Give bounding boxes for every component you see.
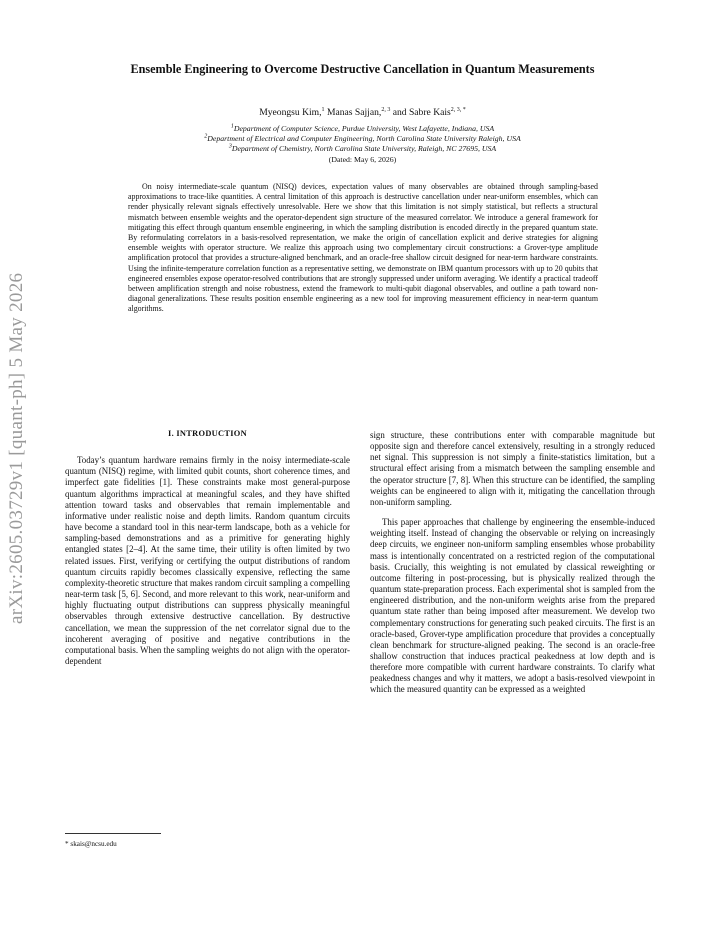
footnote: * skais@ncsu.edu [65, 840, 117, 848]
author-name: and Sabre Kais [390, 107, 451, 118]
affiliation-line [90, 144, 635, 154]
author-affil-marker: 1 [321, 106, 325, 113]
footnote-rule [65, 833, 161, 834]
section-heading: I. INTRODUCTION [168, 429, 247, 438]
body-paragraph: sign structure, these contributions enter with comparable magnitude but opposite sign and therefore cancel extensively, resulting in a strongly reduced net signal. This suppression is not simply a finite-statistics limitation, but a structural effect arising from a mismatch between the sampling ensemble and the operator structure [7, 8]. When this structure can be identified, the sampling weights can be engineered to align with it, mitigating the cancellation through non-uniform sampling. [370, 430, 655, 507]
affiliations [90, 124, 635, 165]
author-affil-marker: 2, 3 [381, 106, 391, 113]
affil-text: Department of Electrical and Computer Engineering, North Carolina State University Raleigh, USA [207, 134, 521, 144]
affil-marker: 1 [230, 123, 234, 130]
author-name: Manas Sajjan, [324, 107, 382, 118]
abstract: On noisy intermediate-scale quantum (NISQ) devices, expectation values of many observables are obtained through sampling-based approximations to trace-like quantities. A central limitation of this approach is destructive cancellation under near-uniform ensembles, which can render physically relevant signals effectively unresolvable. Here we show that this limitation is not simply statistical, but reflects a structural mismatch between ensemble weights and the operator-dependent sign structure of the measured correlator. We introduce a general framework for mitigating this effect through quantum ensemble engineering, in which the sampling distribution is encoded directly in the prepared quantum state. By reformulating correlators in a basis-resolved representation, we make the origin of cancellation explicit and derive strategies for aligning ensemble weights with operator structure. We realize this approach using two complementary circuit constructions: a Grover-type amplitude amplification protocol that provides a structure-aligned benchmark, and an oracle-free shallow circuit designed for near-term hardware constraints. Using the infinite-temperature correlation function as a representative setting, we demonstrate on IBM quantum processors with up to 20 qubits that engineered ensembles expose operator-resolved contributions that are strongly suppressed under uniform averaging. We identify a practical tradeoff between amplification strength and noise robustness, extend the framework to multi-qubit diagonal observables, and outline a path toward non-diagonal generalizations. These results position ensemble engineering as a new tool for improving measurement efficiency in near-term quantum algorithms. [128, 182, 598, 314]
author-list [90, 107, 635, 118]
author-affil-marker: 2, 3, * [450, 106, 466, 113]
date-line: (Dated: May 6, 2026) [328, 154, 397, 164]
right-column [370, 430, 655, 696]
arxiv-watermark: arXiv:2605.03729v1 [quant-ph] 5 May 2026 [6, 272, 27, 624]
affil-marker: 3 [228, 143, 232, 150]
left-column [65, 428, 350, 667]
affil-text: Department of Chemistry, North Carolina State University, Raleigh, NC 27695, USA [231, 144, 497, 154]
affiliation-line [90, 134, 635, 144]
body-paragraph: This paper approaches that challenge by engineering the ensemble-induced weighting itself. Instead of changing the observable or relying on increasingly deep circuits, we engineer non-uniform sampling ensembles whose probability mass is intentionally concentrated on a restricted region of the computational basis. Crucially, this weighting is not emulated by classical reweighting or outcome filtering in post-processing, but is physically realized through the quantum state-preparation process. Each experimental shot is sampled from the engineered distribution, and the non-uniform weights arise from the prepared quantum state rather than being imposed after measurement. We develop two complementary constructions for generating such peaked circuits. The first is an oracle-based, Grover-type amplification procedure that provides a conceptually clean benchmark for structure-aligned peaking. The second is an oracle-free shallow construction that induces practical peakedness at low depth and is therefore more compatible with current hardware constraints. To clarify what peakedness changes and why it matters, we adopt a basis-resolved viewpoint in which the measured quantity can be expressed as a weighted [370, 517, 655, 695]
body-paragraph: Today’s quantum hardware remains firmly in the noisy intermediate-scale quantum (NISQ) regime, with limited qubit counts, short coherence times, and imperfect gate fidelities [1]. These constraints make most general-purpose quantum algorithms impractical at meaningful scales, and they have shifted attention toward tasks and observables that remain implementable and informative under realistic noise and depth limits. Random quantum circuits have become a standard tool in this near-term landscape, both as a vehicle for sampling-based demonstrations and as a primitive for generating highly entangled states [2–4]. At the same time, their utility is often limited by two related issues. First, verifying or certifying the output distributions of random quantum circuits rapidly becomes classically expensive, reflecting the same complexity-theoretic structure that makes random circuit sampling a compelling near-term task [5, 6]. Second, and more relevant to this work, near-uniform and highly fluctuating output distributions can suppress physically meaningful observables through extensive destructive cancellation. By destructive cancellation, we mean the suppression of the net correlator signal due to the incoherent averaging of positive and negative contributions in the computational basis. When the sampling weights do not align with the operator-dependent [65, 455, 350, 666]
affil-text: Department of Computer Science, Purdue University, West Lafayette, Indiana, USA [233, 124, 495, 133]
author-name: Myeongsu Kim, [259, 107, 322, 118]
affiliation-line [90, 124, 635, 134]
affil-marker: 2 [204, 133, 208, 140]
paper-title: Ensemble Engineering to Overcome Destructive Cancellation in Quantum Measurements [130, 62, 595, 76]
